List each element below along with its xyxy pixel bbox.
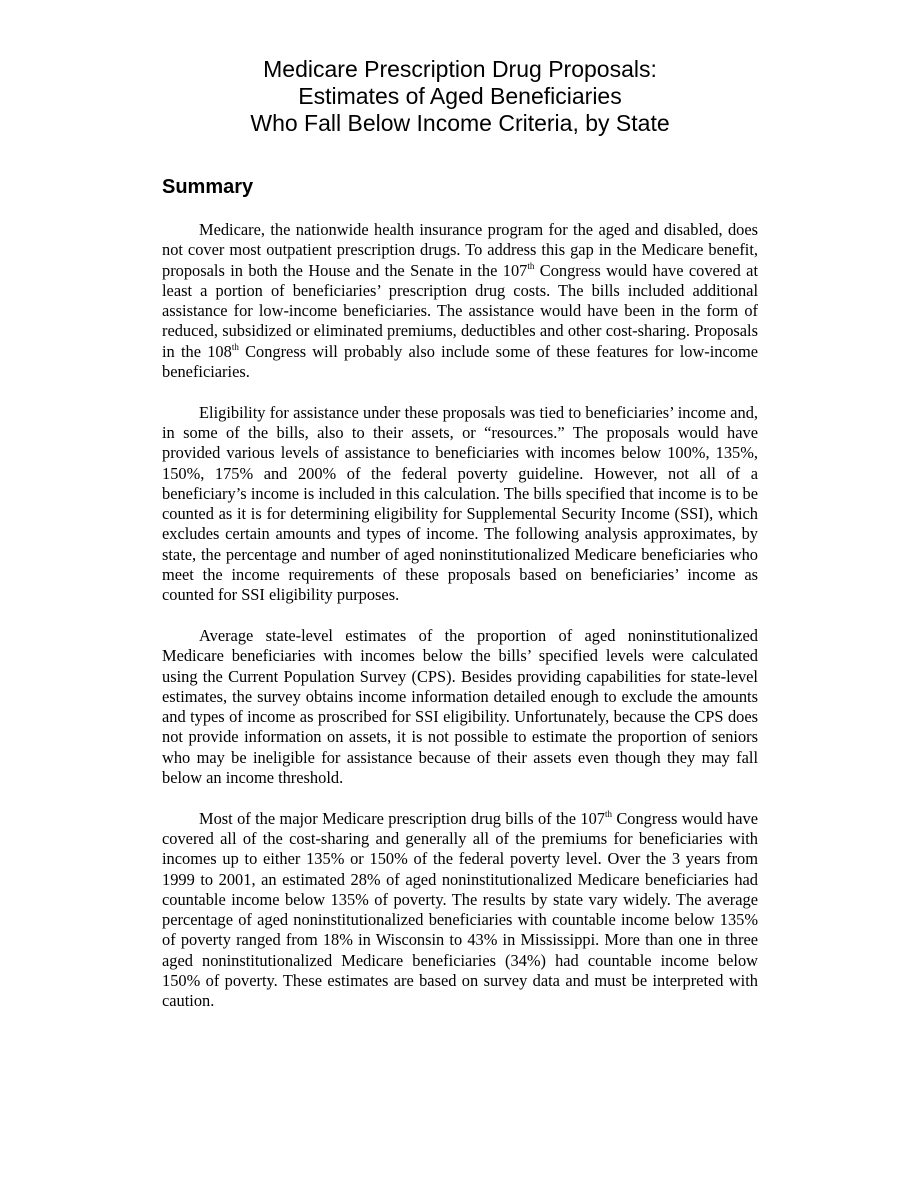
paragraph-1-part-a: Medicare, the nationwide health insurance program for the aged and disabled, does not cover most outpatient prescription drugs. To address this gap in the Medicare benefit, proposals in both the House and the Senate in the 107 [162, 220, 758, 280]
ordinal-suffix: th [231, 341, 239, 352]
paragraph-1-part-b: Congress would have covered at least a portion of beneficiaries’ prescription drug costs. The bills included additional assistance for low-income beneficiaries. The assistance would have been in the form of reduced, subsidized or eliminated premiums, deductibles and other cost-sharing. Proposals in the 108 [162, 260, 758, 361]
title-line-2: Estimates of Aged Beneficiaries [298, 83, 622, 109]
paragraph-3: Average state-level estimates of the proportion of aged noninstitutionalized Medicare beneficiaries with incomes below the bills’ specified levels were calculated using the Current Population Survey (CPS). Besides providing capabilities for state-level estimates, the survey obtains income information detailed enough to exclude the amounts and types of income as proscribed for SSI eligibility. Unfortunately, because the CPS does not provide information on assets, it is not possible to estimate the proportion of seniors who may be ineligible for assistance because of their assets even though they may fall below an income threshold. [162, 625, 758, 788]
title-line-1: Medicare Prescription Drug Proposals: [263, 56, 657, 82]
paragraph-1-part-c: Congress will probably also include some of these features for low-income beneficiaries. [162, 341, 758, 382]
paragraph-4-part-b: Congress would have covered all of the cost-sharing and generally all of the premiums for beneficiaries with incomes up to either 135% or 150% of the federal poverty level. Over the 3 years from 1999 to 2001, an estimated 28% of aged noninstitutionalized Medicare beneficiaries had countable income below 135% of poverty. The results by state vary widely. The average percentage of aged noninstitutionalized beneficiaries with countable income below 135% of poverty ranged from 18% in Wisconsin to 43% in Mississippi. More than one in three aged noninstitutionalized Medicare beneficiaries (34%) had countable income below 150% of poverty. These estimates are based on survey data and must be interpreted with caution. [162, 808, 758, 1011]
paragraph-4 [162, 809, 758, 1012]
paragraph-2: Eligibility for assistance under these proposals was tied to beneficiaries’ income and, in some of the bills, also to their assets, or “resources.” The proposals would have provided various levels of assistance to beneficiaries with incomes below 100%, 135%, 150%, 175% and 200% of the federal poverty guideline. However, not all of a beneficiary’s income is included in this calculation. The bills specified that income is to be counted as it is for determining eligibility for Supplemental Security Income (SSI), which excludes certain amounts and types of income. The following analysis approximates, by state, the percentage and number of aged noninstitutionalized Medicare beneficiaries who meet the income requirements of these proposals based on beneficiaries’ income as counted for SSI eligibility purposes. [162, 402, 758, 605]
summary-body [162, 220, 758, 1032]
ordinal-suffix: th [604, 808, 612, 819]
summary-heading: Summary [162, 176, 254, 198]
ordinal-suffix: th [527, 260, 535, 271]
paragraph-4-part-a: Most of the major Medicare prescription drug bills of the 107 [199, 808, 605, 828]
paragraph-1 [162, 220, 758, 382]
document-title [160, 56, 760, 137]
title-line-3: Who Fall Below Income Criteria, by State [250, 110, 670, 136]
